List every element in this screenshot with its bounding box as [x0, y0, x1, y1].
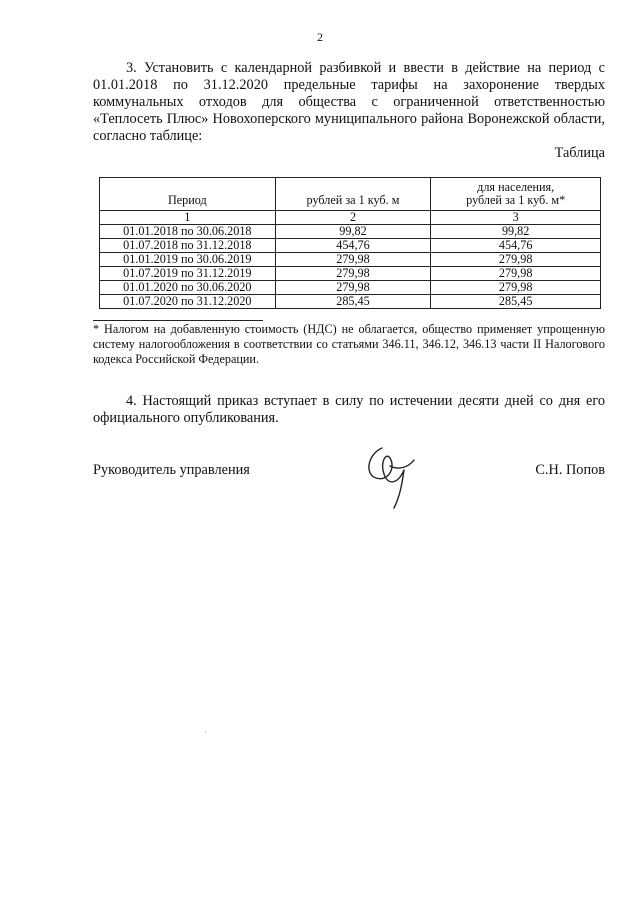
population-price-cell: 279,98 [431, 281, 601, 295]
header-population-line1: для населения, [477, 180, 555, 194]
period-cell: 01.07.2018 по 31.12.2018 [100, 239, 276, 253]
numbering-cell: 1 [100, 211, 276, 225]
table-header-row [100, 178, 601, 211]
table-row [100, 225, 601, 239]
numbering-cell: 3 [431, 211, 601, 225]
tariff-table [99, 177, 601, 309]
table-row [100, 267, 601, 281]
handwritten-signature [360, 440, 420, 515]
header-price: рублей за 1 куб. м [275, 178, 431, 211]
table-row [100, 239, 601, 253]
price-cell: 279,98 [275, 281, 431, 295]
population-price-cell: 99,82 [431, 225, 601, 239]
population-price-cell: 285,45 [431, 295, 601, 309]
paragraph-3: 3. Установить с календарной разбивкой и ввести в действие на период с 01.01.2018 по 31.12.2020 предельные тарифы на захоронение твердых коммунальных отходов для общества с ограниченной ответственностью «Теплосеть Плюс» Новохоперского муниципального района Воронежской области, согласно таблице: [93, 60, 605, 144]
footnote: * Налогом на добавленную стоимость (НДС) не облагается, общество применяет упрощенную систему налогообложения в соответствии со статьями 346.11, 346.12, 346.13 части II Налогового кодекса Российской Федерации. [93, 322, 605, 366]
price-cell: 279,98 [275, 267, 431, 281]
price-cell: 285,45 [275, 295, 431, 309]
period-cell: 01.01.2018 по 30.06.2018 [100, 225, 276, 239]
period-cell: 01.07.2019 по 31.12.2019 [100, 267, 276, 281]
period-cell: 01.01.2019 по 30.06.2019 [100, 253, 276, 267]
footnote-divider [93, 320, 263, 321]
period-cell: 01.07.2020 по 31.12.2020 [100, 295, 276, 309]
population-price-cell: 454,76 [431, 239, 601, 253]
page-number: 2 [317, 30, 323, 44]
signatory-title: Руководитель управления [93, 462, 250, 478]
numbering-cell: 2 [275, 211, 431, 225]
table-numbering-row [100, 211, 601, 225]
table-caption: Таблица [554, 145, 605, 161]
price-cell: 454,76 [275, 239, 431, 253]
scan-artifact [205, 731, 206, 732]
table-row [100, 295, 601, 309]
table-row [100, 253, 601, 267]
population-price-cell: 279,98 [431, 267, 601, 281]
header-population [431, 178, 601, 211]
table-row [100, 281, 601, 295]
header-population-line2: рублей за 1 куб. м* [466, 193, 566, 207]
header-period: Период [100, 178, 276, 211]
population-price-cell: 279,98 [431, 253, 601, 267]
price-cell: 99,82 [275, 225, 431, 239]
paragraph-4: 4. Настоящий приказ вступает в силу по истечении десяти дней со дня его официального опубликования. [93, 393, 605, 426]
period-cell: 01.01.2020 по 30.06.2020 [100, 281, 276, 295]
signatory-name: С.Н. Попов [535, 462, 605, 478]
price-cell: 279,98 [275, 253, 431, 267]
